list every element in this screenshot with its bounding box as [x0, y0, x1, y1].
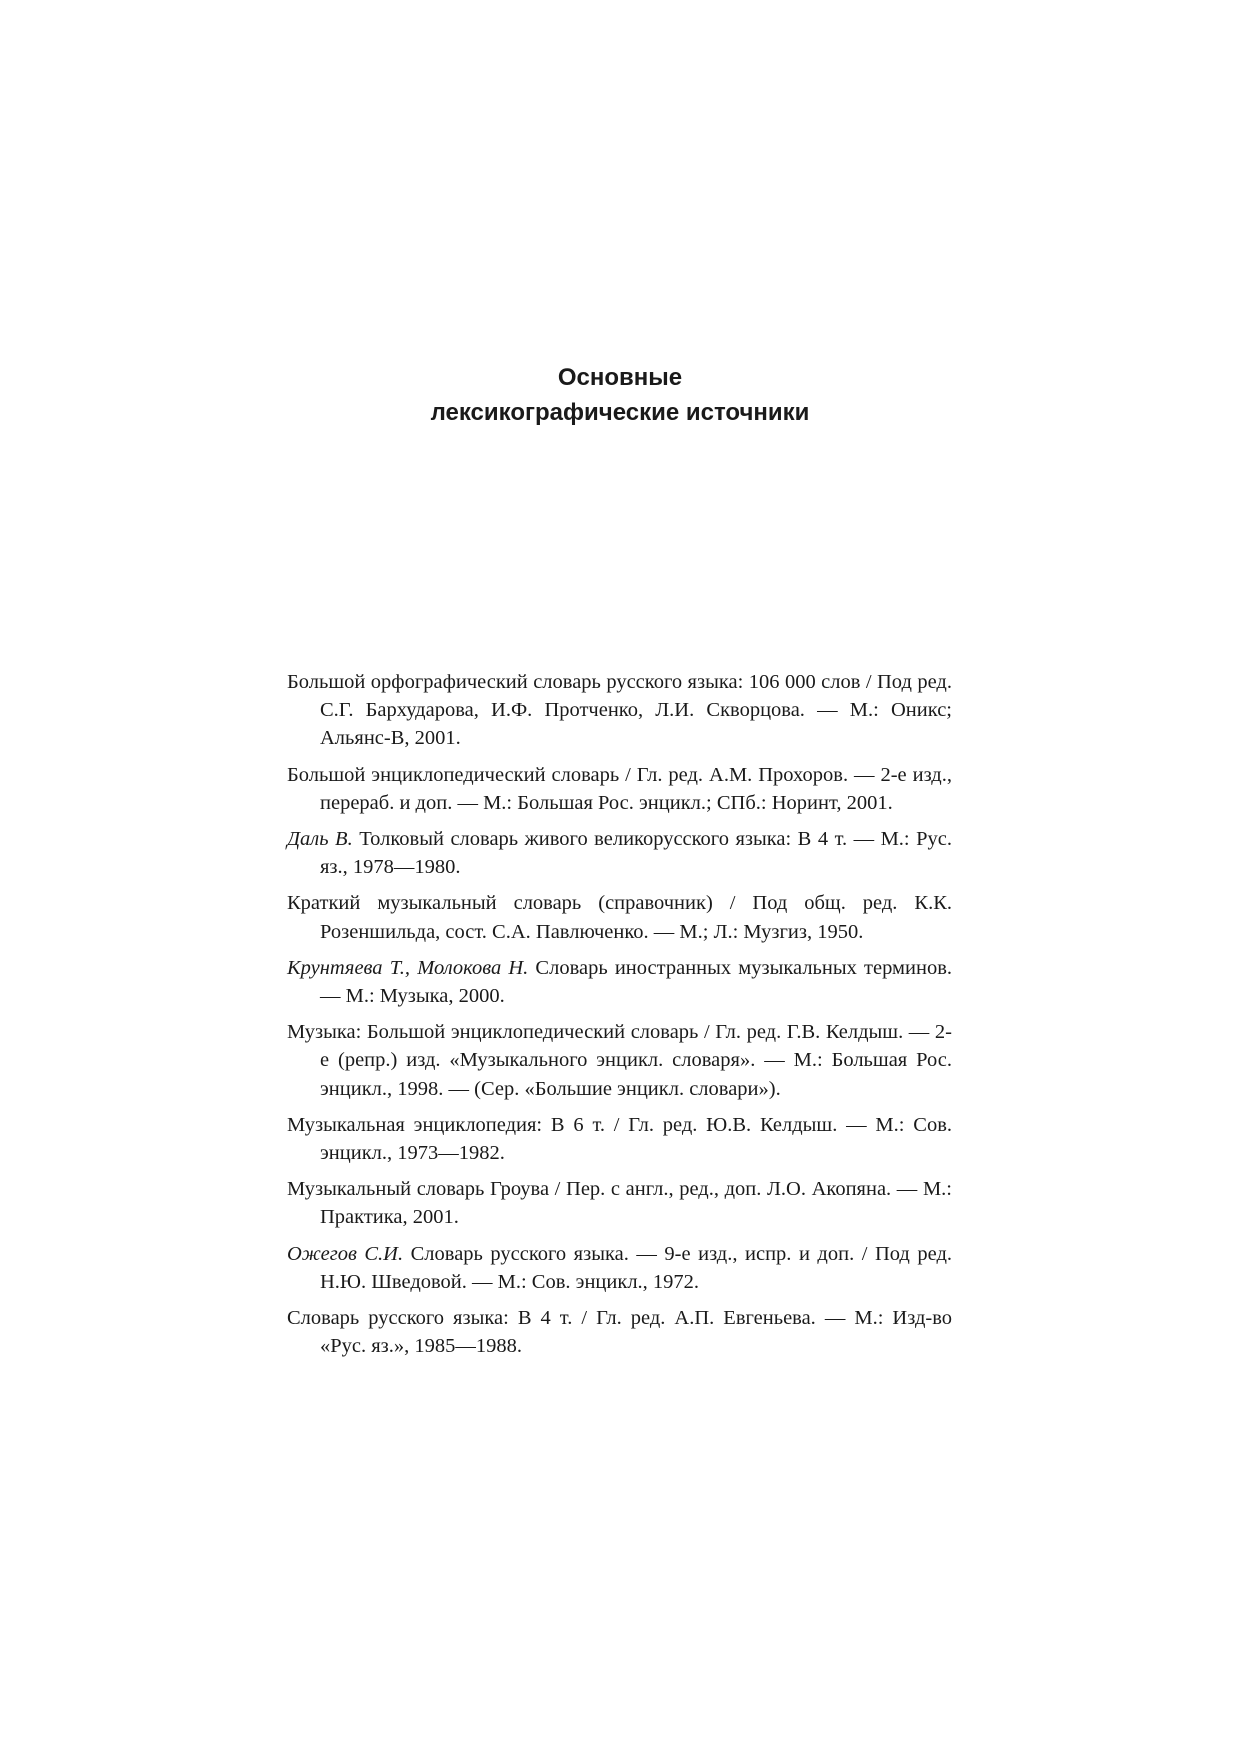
entry-text: Словарь иностранных музыкальных терминов. — М.: Музыка, 2000. — [320, 956, 952, 1008]
entry-text: Большой энциклопедический словарь / Гл. ред. А.М. Прохоров. — 2-е изд., перераб. и доп. — М.: Большая Рос. энцикл.; СПб.: Норинт, 2001. — [287, 763, 952, 814]
page-title-line-2: лексикографические источники — [430, 399, 810, 426]
bibliography-entry — [287, 761, 952, 817]
bibliography-entry — [287, 1304, 952, 1360]
bibliography-entry — [287, 1240, 952, 1296]
entry-text: Словарь русского языка. — 9-е изд., испр. и доп. / Под ред. Н.Ю. Шведовой. — М.: Сов. энцикл., 1972. — [320, 1242, 953, 1293]
entry-author: Крунтяева Т., Молокова Н. — [287, 956, 529, 979]
entry-text: Большой орфографический словарь русского языка: 106 000 слов / Под ред. С.Г. Бархударова, И.Ф. Протченко, Л.И. Скворцова. — М.: Оникс; Альянс-В, 2001. — [287, 671, 952, 750]
bibliography-entry — [287, 825, 952, 881]
entry-text: Толковый словарь живого великорусского языка: В 4 т. — М.: Рус. яз., 1978—1980. — [320, 828, 952, 879]
bibliography-entry — [287, 1018, 952, 1103]
bibliography-entry — [287, 1111, 952, 1167]
bibliography-list — [287, 668, 952, 1368]
page-title — [0, 360, 1240, 430]
bibliography-entry — [287, 889, 952, 945]
bibliography-entry — [287, 954, 952, 1010]
entry-text: Краткий музыкальный словарь (справочник) / Под общ. ред. К.К. Розеншильда, сост. С.А. Павлюченко. — М.; Л.: Музгиз, 1950. — [287, 892, 952, 943]
bibliography-entry — [287, 668, 952, 753]
entry-text: Музыкальная энциклопедия: В 6 т. / Гл. ред. Ю.В. Келдыш. — М.: Сов. энцикл., 1973—1982. — [287, 1113, 952, 1165]
entry-text: Словарь русского языка: В 4 т. / Гл. ред. А.П. Евгеньева. — М.: Изд-во «Рус. яз.», 1985—1988. — [287, 1307, 952, 1358]
bibliography-entry — [287, 1175, 952, 1231]
entry-author: Даль В. — [287, 828, 353, 851]
entry-text: Музыка: Большой энциклопедический словарь / Гл. ред. Г.В. Келдыш. — 2-е (репр.) изд. «Музыкального энцикл. словаря». — М.: Большая Рос. энцикл., 1998. — (Сер. «Большие энцикл. словари»). — [287, 1021, 952, 1100]
page-title-line-1: Основные — [557, 364, 683, 391]
entry-author: Ожегов С.И. — [287, 1242, 404, 1265]
entry-text: Музыкальный словарь Гроува / Пер. с англ., ред., доп. Л.О. Акопяна. — М.: Практика, 2001. — [287, 1178, 952, 1229]
